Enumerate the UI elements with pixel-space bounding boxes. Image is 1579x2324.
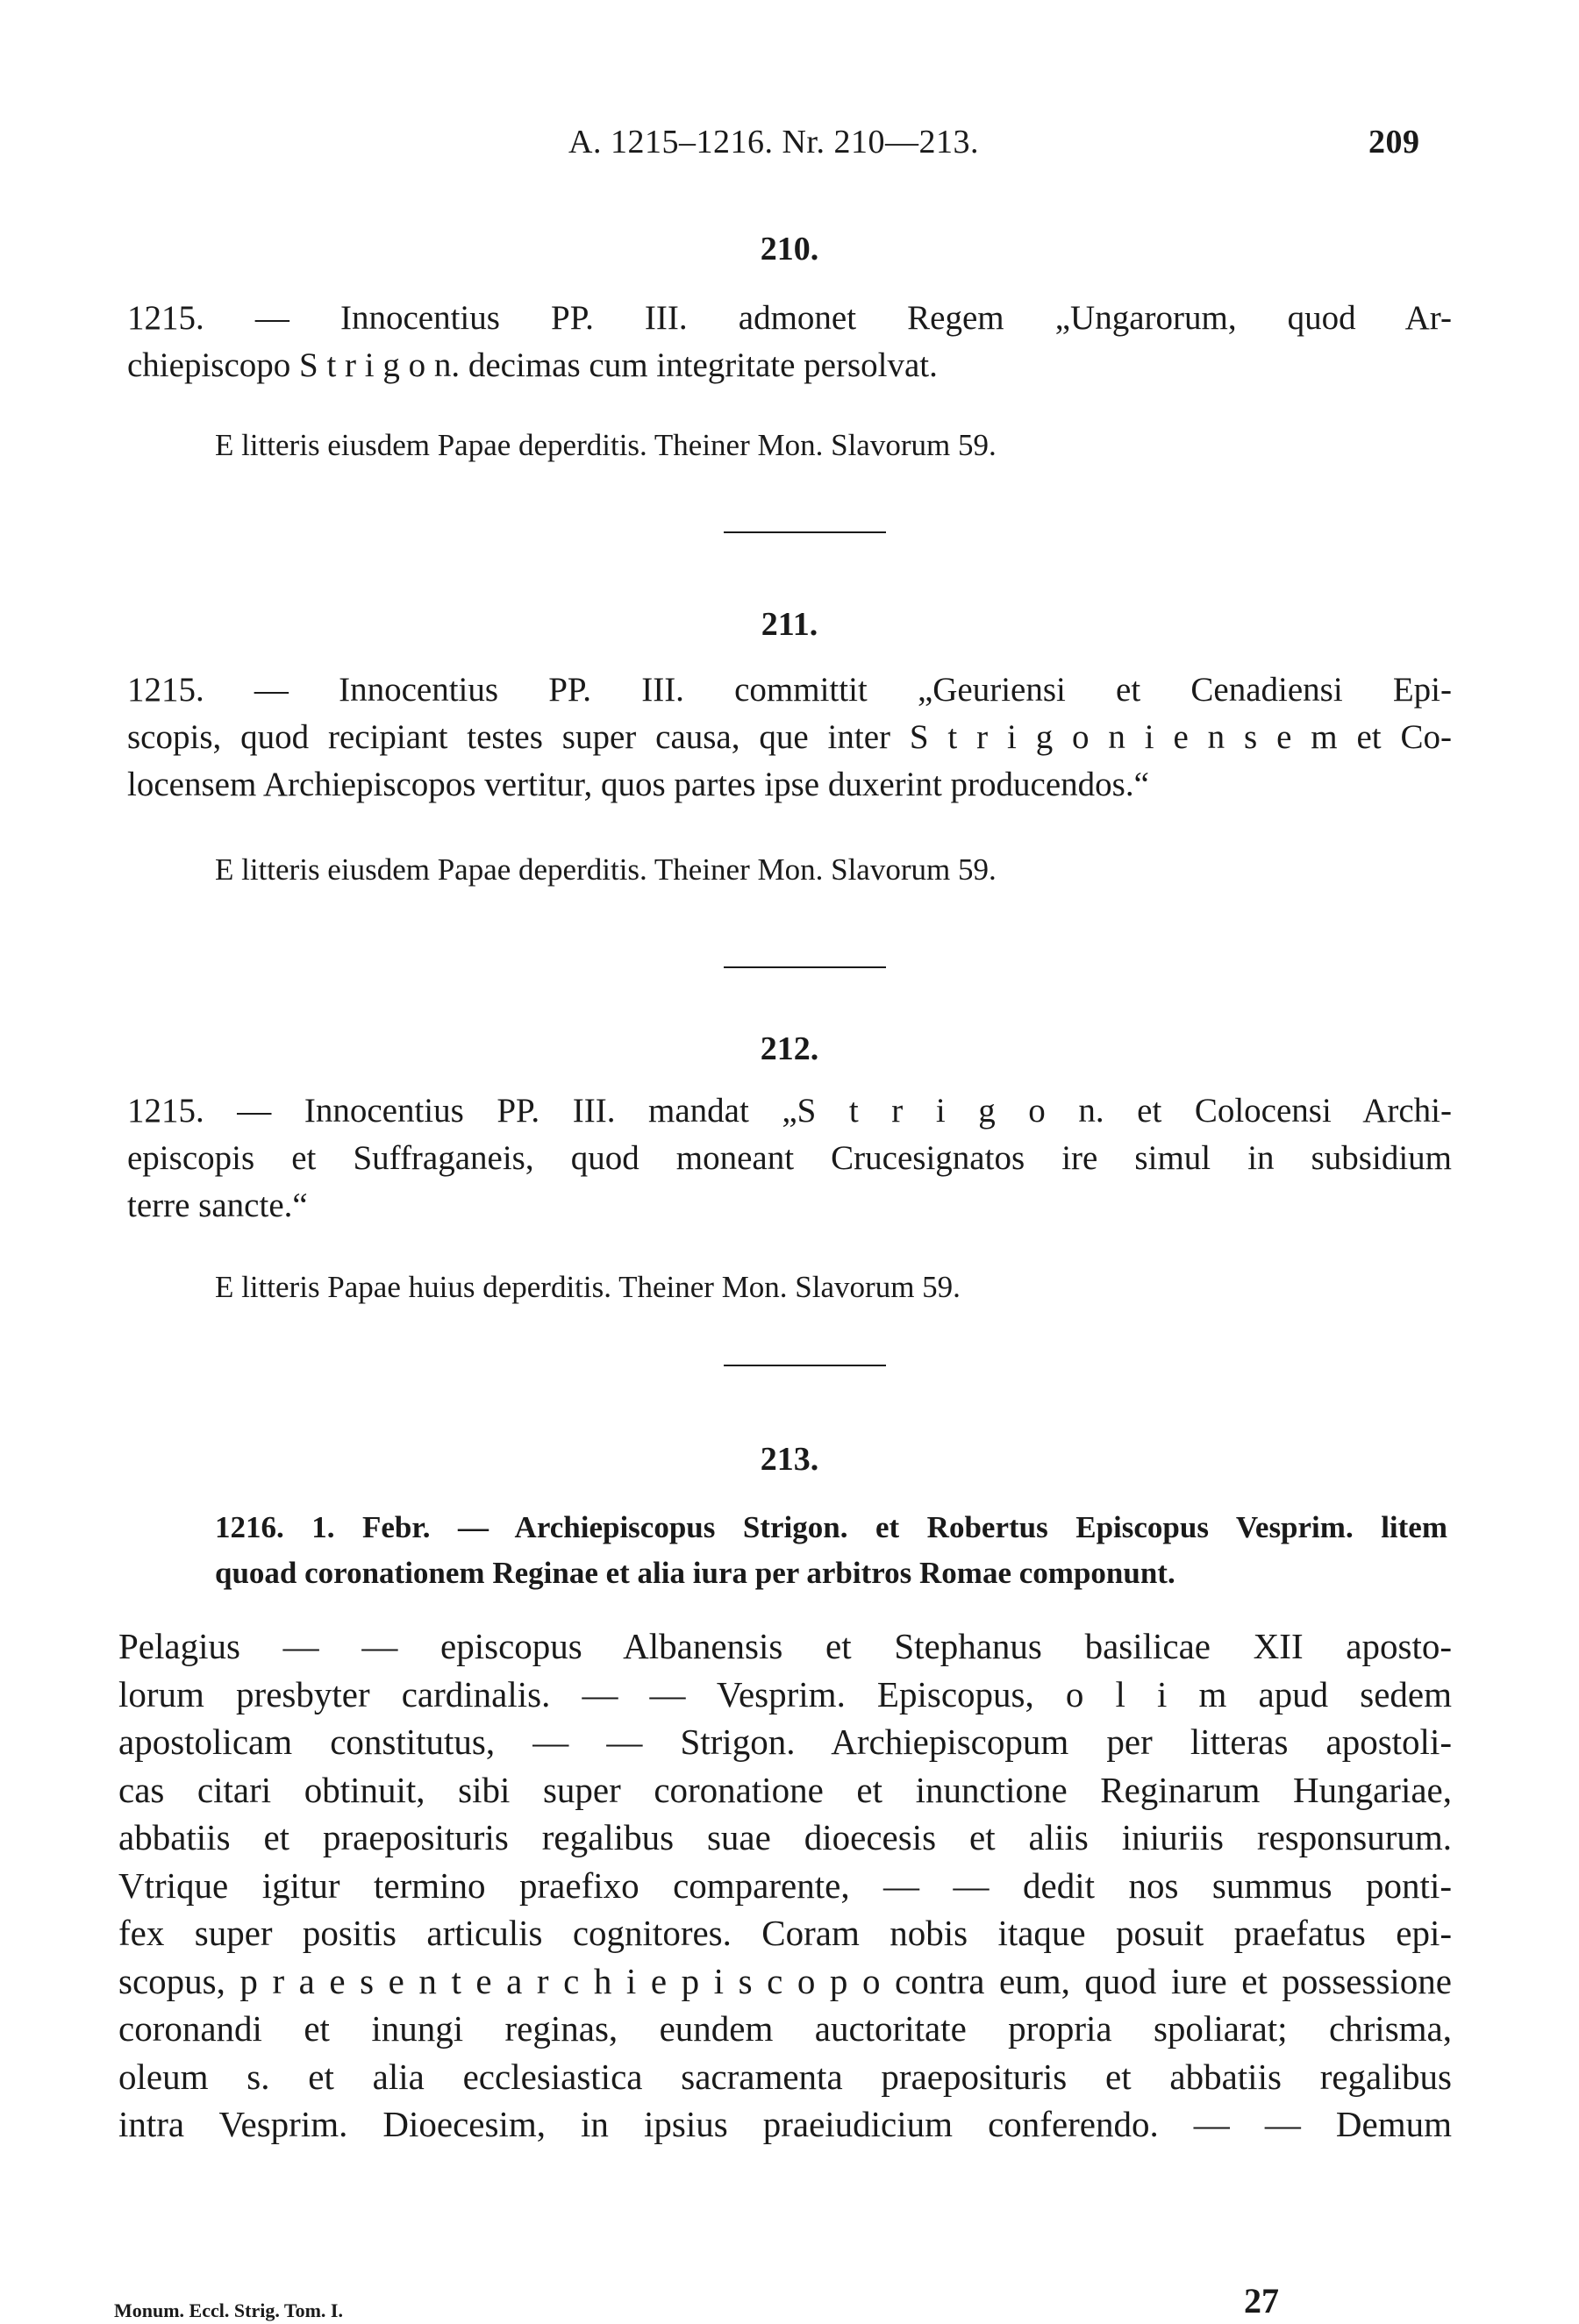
entry-number-212: 212. [760, 1030, 819, 1067]
entry-summary-211 [127, 667, 1452, 809]
entry-source-212: E litteris Papae huius deperditis. Theiner Mon. Slavorum 59. [215, 1270, 961, 1304]
separator-rule [724, 1365, 886, 1366]
text-line: fex super positis articulis cognitores. Coram nobis itaque posuit praefatus epi- [118, 1913, 1452, 1953]
summary-line: scopis, quod recipiant testes super causa, que inter S t r i g o n i e n s e m et Co- [127, 718, 1452, 756]
text-line: lorum presbyter cardinalis. — — Vesprim. Episcopus, o l i m apud sedem [118, 1673, 1452, 1714]
text-line: abbatiis et praeposituris regalibus suae dioecesis et aliis iniuriis responsurum. [118, 1817, 1452, 1857]
summary-line: 1215. — Innocentius PP. III. committit „Geuriensi et Cenadiensi Epi- [127, 671, 1452, 709]
summary-line: terre sancte.“ [127, 1187, 308, 1224]
entry-summary-212 [127, 1087, 1452, 1230]
text-line: Vtrique igitur termino praefixo comparente, — — dedit nos summus ponti- [118, 1864, 1452, 1906]
separator-rule [724, 531, 886, 533]
entry-summary-210 [127, 295, 1452, 389]
text-line: cas citari obtinuit, sibi super coronatione et inunctione Reginarum Hungariae, [118, 1769, 1452, 1810]
summary-line: chiepiscopo S t r i g o n. decimas cum integritate persolvat. [127, 346, 938, 384]
entry-text-213 [118, 1622, 1452, 2149]
entry-summary-213 [215, 1505, 1447, 1596]
summary-line: 1215. — Innocentius PP. III. mandat „S t r i g o n. et Colocensi Archi- [127, 1092, 1452, 1130]
separator-rule [724, 966, 886, 968]
text-line: apostolicam constitutus, — — Strigon. Archiepiscopum per litteras apostoli- [118, 1722, 1452, 1762]
entry-number-210: 210. [760, 231, 819, 267]
entry-number-213: 213. [760, 1441, 819, 1478]
entry-source-210: E litteris eiusdem Papae deperditis. Theiner Mon. Slavorum 59. [215, 428, 997, 462]
text-line: scopus, p r a e s e n t e a r c h i e p i s c o p o contra eum, quod iure et possessione [118, 1960, 1452, 2001]
summary-line: 1215. — Innocentius PP. III. admonet Regem „Ungarorum, quod Ar- [127, 299, 1452, 337]
summary-line: 1216. 1. Febr. — Archiepiscopus Strigon. et Robertus Episcopus Vesprim. litem [215, 1510, 1447, 1544]
summary-line: quoad coronationem Reginae et alia iura per arbitros Romae componunt. [215, 1556, 1175, 1590]
summary-line: episcopis et Suffraganeis, quod moneant Crucesignatos ire simul in subsidium [127, 1139, 1452, 1177]
text-line: Pelagius — — episcopus Albanensis et Stephanus basilicae XII aposto- [118, 1626, 1452, 1666]
text-line: intra Vesprim. Dioecesim, in ipsius praeiudicium conferendo. — — Demum [118, 2104, 1452, 2144]
sheet-signature: Monum. Eccl. Strig. Tom. I. [114, 2299, 343, 2321]
summary-line: locensem Archiepiscopos vertitur, quos partes ipse duxerint producendos.“ [127, 766, 1149, 803]
page-number: 209 [1368, 124, 1420, 160]
sheet-number: 27 [1244, 2281, 1279, 2320]
entry-source-211: E litteris eiusdem Papae deperditis. Theiner Mon. Slavorum 59. [215, 852, 997, 887]
text-line: coronandi et inungi reginas, eundem auctoritate propria spoliarat; chrisma, [118, 2008, 1452, 2049]
entry-number-211: 211. [761, 606, 818, 643]
running-title: A. 1215–1216. Nr. 210—213. [568, 124, 979, 160]
text-line: oleum s. et alia ecclesiastica sacramenta praeposituris et abbatiis regalibus [118, 2056, 1452, 2097]
